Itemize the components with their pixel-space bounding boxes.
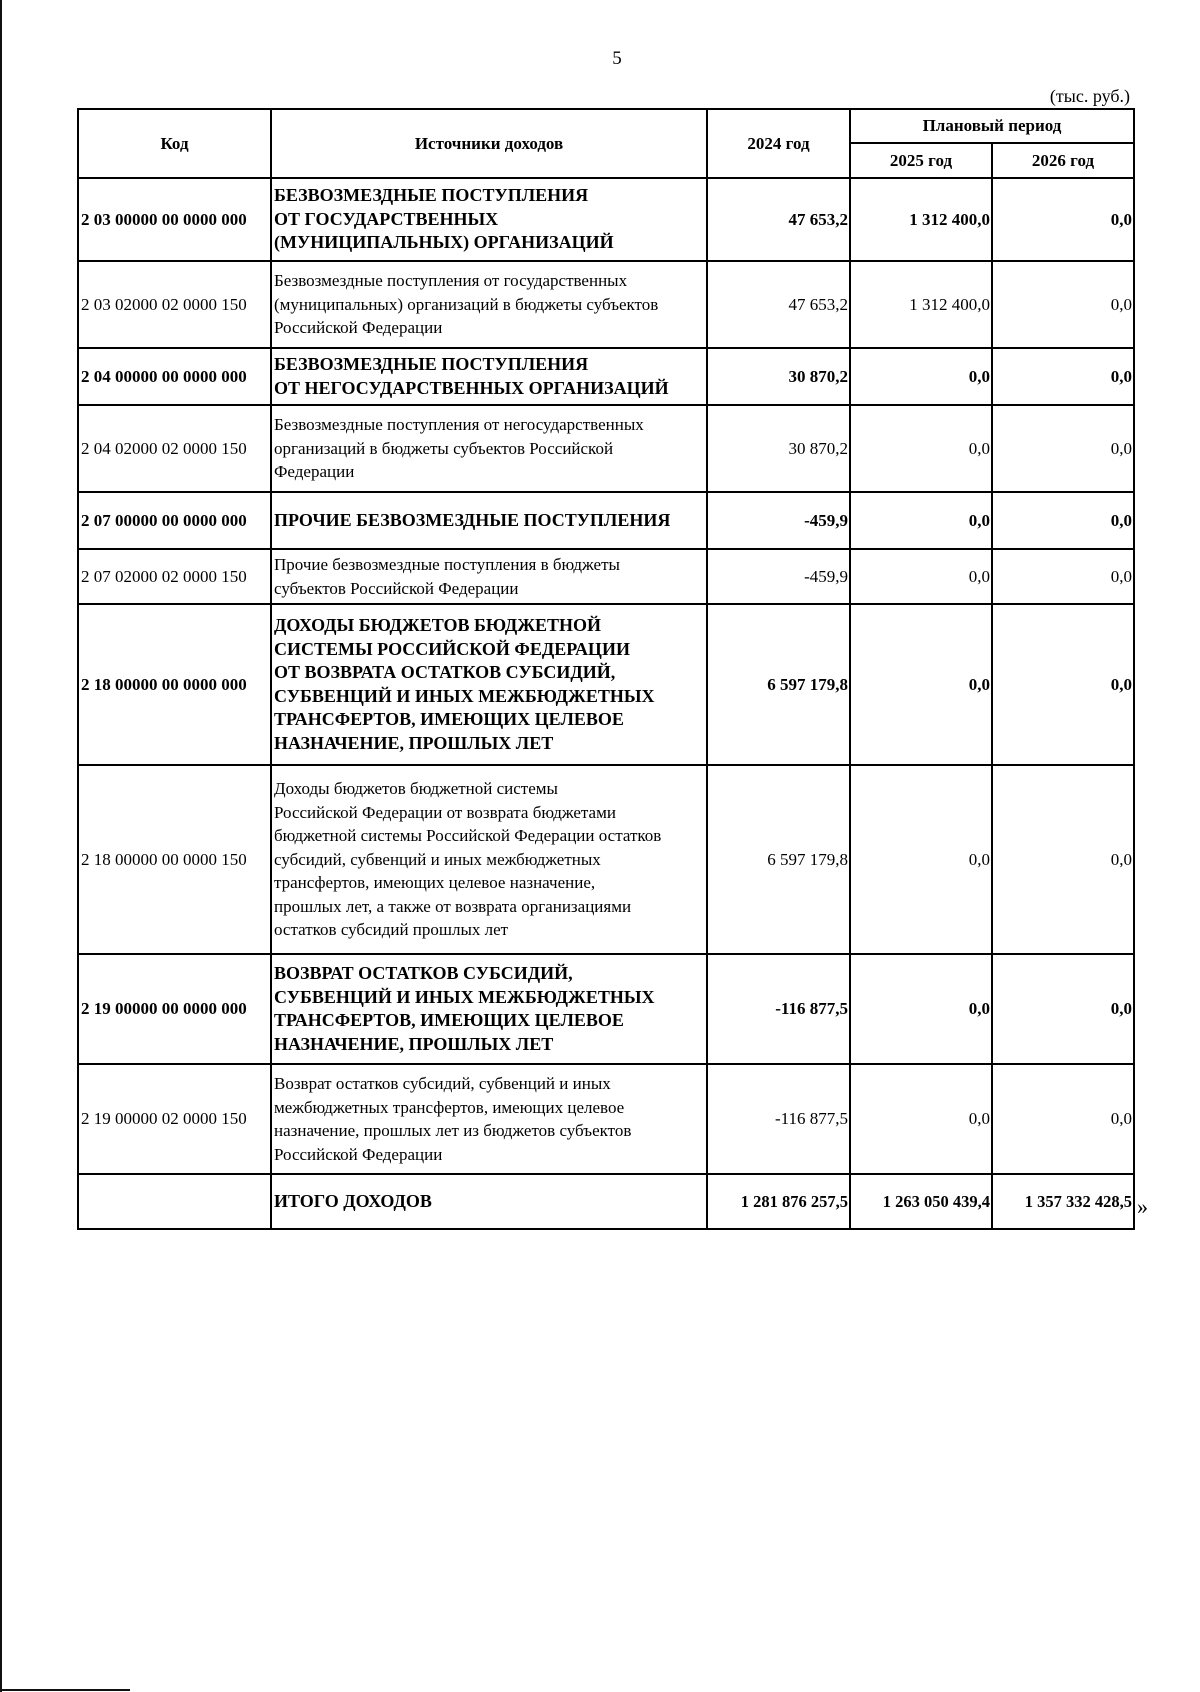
scan-edge-left: [0, 0, 2, 1692]
revenue-table: [77, 108, 1135, 1230]
units-label: (тыс. руб.): [1049, 86, 1130, 106]
header-planned-period: Плановый период: [850, 109, 1134, 143]
row-value-2025: 0,0: [850, 405, 992, 492]
row-value-2024: 30 870,2: [707, 348, 850, 405]
header-2026: 2026 год: [992, 143, 1134, 178]
row-value-2024: 47 653,2: [707, 261, 850, 348]
row-code: 2 07 00000 00 0000 000: [78, 492, 271, 549]
row-value-2025: 0,0: [850, 604, 992, 765]
row-value-2024: -116 877,5: [707, 954, 850, 1064]
row-name: Безвозмездные поступления от негосударственных организаций в бюджеты субъектов Российской Федерации: [271, 405, 707, 492]
table-body: [78, 178, 1134, 1229]
total-code: [78, 1174, 271, 1229]
table-header: [78, 109, 1134, 178]
row-value-2024: -459,9: [707, 549, 850, 604]
row-value-2024: 6 597 179,8: [707, 604, 850, 765]
scan-edge-bottom: [0, 1689, 130, 1691]
table-row-group: [78, 178, 1134, 261]
row-name: ВОЗВРАТ ОСТАТКОВ СУБСИДИЙ, СУБВЕНЦИЙ И ИНЫХ МЕЖБЮДЖЕТНЫХ ТРАНСФЕРТОВ, ИМЕЮЩИХ ЦЕЛЕВОЕ НАЗНАЧЕНИЕ, ПРОШЛЫХ ЛЕТ: [271, 954, 707, 1064]
row-value-2025: 0,0: [850, 1064, 992, 1174]
table-row: [78, 1064, 1134, 1174]
header-2025: 2025 год: [850, 143, 992, 178]
row-name: Прочие безвозмездные поступления в бюджеты субъектов Российской Федерации: [271, 549, 707, 604]
table-row: [78, 405, 1134, 492]
row-name: БЕЗВОЗМЕЗДНЫЕ ПОСТУПЛЕНИЯ ОТ НЕГОСУДАРСТВЕННЫХ ОРГАНИЗАЦИЙ: [271, 348, 707, 405]
row-value-2025: 0,0: [850, 549, 992, 604]
row-value-2024: 30 870,2: [707, 405, 850, 492]
table-row: [78, 765, 1134, 954]
row-value-2025: 0,0: [850, 765, 992, 954]
header-2024: 2024 год: [707, 109, 850, 178]
total-name: ИТОГО ДОХОДОВ: [271, 1174, 707, 1229]
total-value-2024: 1 281 876 257,5: [707, 1174, 850, 1229]
row-value-2026: 0,0: [992, 1064, 1134, 1174]
row-value-2025: 0,0: [850, 492, 992, 549]
row-code: 2 04 00000 00 0000 000: [78, 348, 271, 405]
row-value-2026: 0,0: [992, 178, 1134, 261]
row-value-2024: 6 597 179,8: [707, 765, 850, 954]
table-row-group: [78, 954, 1134, 1064]
table-row-group: [78, 492, 1134, 549]
row-code: 2 03 02000 02 0000 150: [78, 261, 271, 348]
row-code: 2 07 02000 02 0000 150: [78, 549, 271, 604]
row-value-2025: 0,0: [850, 954, 992, 1064]
row-name: БЕЗВОЗМЕЗДНЫЕ ПОСТУПЛЕНИЯ ОТ ГОСУДАРСТВЕННЫХ (МУНИЦИПАЛЬНЫХ) ОРГАНИЗАЦИЙ: [271, 178, 707, 261]
row-value-2026: 0,0: [992, 261, 1134, 348]
row-value-2026: 0,0: [992, 348, 1134, 405]
row-code: 2 18 00000 00 0000 000: [78, 604, 271, 765]
row-code: 2 04 02000 02 0000 150: [78, 405, 271, 492]
row-name: Доходы бюджетов бюджетной системы Российской Федерации от возврата бюджетами бюджетной системы Российской Федерации остатков субсидий, субвенций и иных межбюджетных трансфертов, имеющих целевое назначение, прошлых лет, а также от возврата организациями остатков субсидий прошлых лет: [271, 765, 707, 954]
row-name: ПРОЧИЕ БЕЗВОЗМЕЗДНЫЕ ПОСТУПЛЕНИЯ: [271, 492, 707, 549]
row-value-2024: -116 877,5: [707, 1064, 850, 1174]
header-source: Источники доходов: [271, 109, 707, 178]
table-row: [78, 549, 1134, 604]
total-row: [78, 1174, 1134, 1229]
row-value-2025: 1 312 400,0: [850, 178, 992, 261]
table-row: [78, 261, 1134, 348]
row-name: ДОХОДЫ БЮДЖЕТОВ БЮДЖЕТНОЙ СИСТЕМЫ РОССИЙСКОЙ ФЕДЕРАЦИИ ОТ ВОЗВРАТА ОСТАТКОВ СУБСИДИЙ, СУБВЕНЦИЙ И ИНЫХ МЕЖБЮДЖЕТНЫХ ТРАНСФЕРТОВ, ИМЕЮЩИХ ЦЕЛЕВОЕ НАЗНАЧЕНИЕ, ПРОШЛЫХ ЛЕТ: [271, 604, 707, 765]
row-value-2024: -459,9: [707, 492, 850, 549]
total-value-2025: 1 263 050 439,4: [850, 1174, 992, 1229]
row-name: Возврат остатков субсидий, субвенций и иных межбюджетных трансфертов, имеющих целевое назначение, прошлых лет из бюджетов субъектов Российской Федерации: [271, 1064, 707, 1174]
total-value-2026: 1 357 332 428,5: [992, 1174, 1134, 1229]
row-value-2026: 0,0: [992, 405, 1134, 492]
row-code: 2 19 00000 02 0000 150: [78, 1064, 271, 1174]
row-value-2026: 0,0: [992, 549, 1134, 604]
row-value-2025: 0,0: [850, 348, 992, 405]
row-value-2026: 0,0: [992, 492, 1134, 549]
row-code: 2 18 00000 00 0000 150: [78, 765, 271, 954]
row-value-2026: 0,0: [992, 604, 1134, 765]
row-value-2024: 47 653,2: [707, 178, 850, 261]
table-row-group: [78, 604, 1134, 765]
row-name: Безвозмездные поступления от государственных (муниципальных) организаций в бюджеты субъектов Российской Федерации: [271, 261, 707, 348]
row-value-2026: 0,0: [992, 954, 1134, 1064]
row-code: 2 19 00000 00 0000 000: [78, 954, 271, 1064]
row-value-2025: 1 312 400,0: [850, 261, 992, 348]
table-row-group: [78, 348, 1134, 405]
page-number: 5: [612, 48, 622, 69]
row-code: 2 03 00000 00 0000 000: [78, 178, 271, 261]
header-code: Код: [78, 109, 271, 178]
closing-quote: »: [1137, 1194, 1148, 1219]
row-value-2026: 0,0: [992, 765, 1134, 954]
